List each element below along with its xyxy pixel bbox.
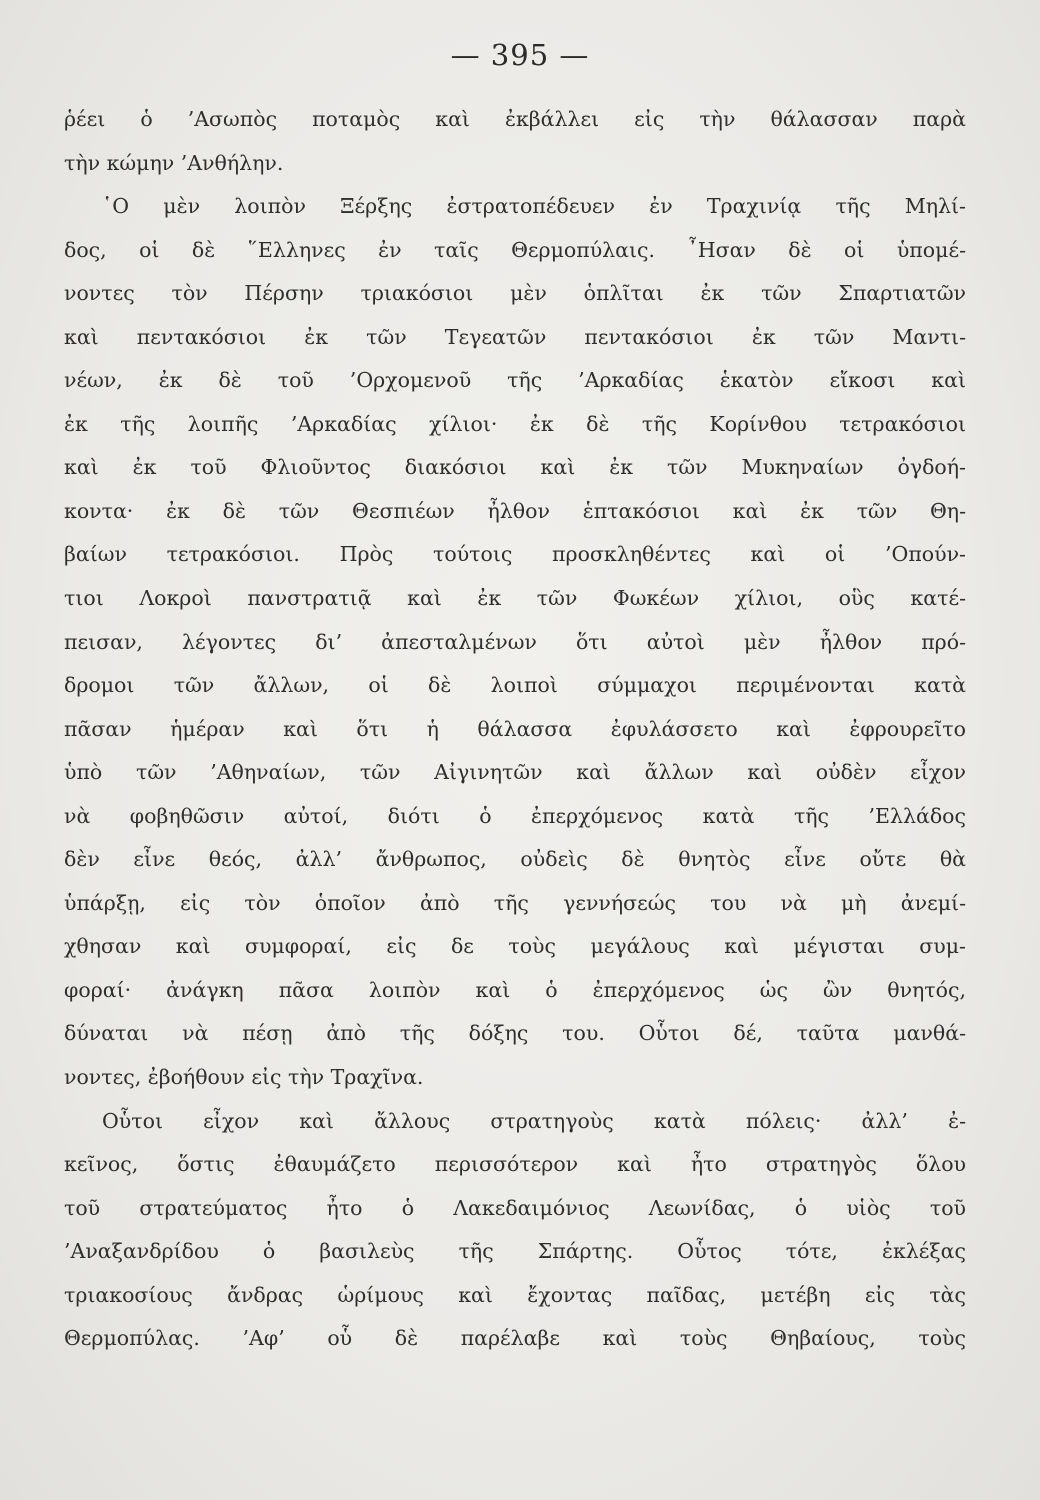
text-line: τοῦ στρατεύματος ἦτο ὁ Λακεδαιμόνιος Λεωνίδας, ὁ υἱὸς τοῦ: [64, 1195, 966, 1220]
text-line: βαίων τετρακόσιοι. Πρὸς τούτοις προσκληθέντες καὶ οἱ ’Οπούν-: [64, 542, 966, 567]
text-line: ’Αναξανδρίδου ὁ βασιλεὺς τῆς Σπάρτης. Οὗτος τότε, ἐκλέξας: [64, 1239, 966, 1264]
text-line: νοντες, ἐβοήθουν εἰς τὴν Τραχῖνα.: [64, 1065, 424, 1090]
text-line: ῥέει ὁ ’Ασωπὸς ποταμὸς καὶ ἐκβάλλει εἰς τὴν θάλασσαν παρὰ: [64, 107, 966, 131]
text-line: τὴν κώμην ’Ανθήλην.: [64, 150, 284, 175]
text-line: πᾶσαν ἡμέραν καὶ ὅτι ἡ θάλασσα ἐφυλάσσετο καὶ ἐφρουρεῖτο: [64, 716, 966, 741]
text-line: Οὗτοι εἶχον καὶ ἄλλους στρατηγοὺς κατὰ πόλεις· ἀλλ’ ἐ-: [102, 1108, 966, 1133]
text-line: ὑπὸ τῶν ’Αθηναίων, τῶν Αἰγινητῶν καὶ ἄλλων καὶ οὐδὲν εἶχον: [64, 760, 966, 785]
text-line: καὶ πεντακόσιοι ἐκ τῶν Τεγεατῶν πεντακόσιοι ἐκ τῶν Μαντι-: [64, 324, 966, 349]
text-line: ὑπάρξῃ, εἰς τὸν ὁποῖον ἀπὸ τῆς γεννήσεώς του νὰ μὴ ἀνεμί-: [64, 890, 966, 915]
text-line: νὰ φοβηθῶσιν αὐτοί, διότι ὁ ἐπερχόμενος κατὰ τῆς ’Ελλάδος: [64, 803, 966, 828]
text-line: ῾Ο μὲν λοιπὸν Ξέρξης ἐστρατοπέδευεν ἐν Τραχινίᾳ τῆς Μηλί-: [102, 194, 966, 219]
text-line: Θερμοπύλας. ’Αφ’ οὗ δὲ παρέλαβε καὶ τοὺς Θηβαίους, τοὺς: [64, 1326, 966, 1351]
text-line: δρομοι τῶν ἄλλων, οἱ δὲ λοιποὶ σύμμαχοι περιμένονται κατὰ: [64, 673, 966, 698]
text-line: δος, οἱ δὲ ῞Ελληνες ἐν ταῖς Θερμοπύλαις. ῏Ησαν δὲ οἱ ὑπομέ-: [64, 237, 966, 262]
text-body: [64, 98, 966, 1361]
page-number: — 395 —: [450, 38, 590, 72]
text-line: κοντα· ἐκ δὲ τῶν Θεσπιέων ἦλθον ἑπτακόσιοι καὶ ἐκ τῶν Θη-: [64, 498, 966, 523]
text-line: ἐκ τῆς λοιπῆς ’Αρκαδίας χίλιοι· ἐκ δὲ τῆς Κορίνθου τετρακόσιοι: [64, 411, 966, 436]
text-line: νοντες τὸν Πέρσην τριακόσιοι μὲν ὁπλῖται ἐκ τῶν Σπαρτιατῶν: [64, 281, 966, 306]
text-line: καὶ ἐκ τοῦ Φλιοῦντος διακόσιοι καὶ ἐκ τῶν Μυκηναίων ὀγδοή-: [64, 455, 966, 480]
text-line: δὲν εἶνε θεός, ἀλλ’ ἄνθρωπος, οὐδεὶς δὲ θνητὸς εἶνε οὔτε θὰ: [64, 847, 966, 872]
text-line: πεισαν, λέγοντες δι’ ἀπεσταλμένων ὅτι αὐτοὶ μὲν ἦλθον πρό-: [64, 629, 966, 654]
text-line: τιοι Λοκροὶ πανστρατιᾷ καὶ ἐκ τῶν Φωκέων χίλιοι, οὓς κατέ-: [64, 586, 966, 611]
text-line: κεῖνος, ὅστις ἐθαυμάζετο περισσότερον καὶ ἦτο στρατηγὸς ὅλου: [64, 1152, 966, 1177]
text-line: χθησαν καὶ συμφοραί, εἰς δε τοὺς μεγάλους καὶ μέγισται συμ-: [64, 934, 966, 959]
text-line: δύναται νὰ πέσῃ ἀπὸ τῆς δόξης του. Οὗτοι δέ, ταῦτα μανθά-: [64, 1021, 966, 1046]
text-line: νέων, ἐκ δὲ τοῦ ’Ορχομενοῦ τῆς ’Αρκαδίας ἑκατὸν εἴκοσι καὶ: [64, 368, 966, 393]
text-line: τριακοσίους ἄνδρας ὡρίμους καὶ ἔχοντας παῖδας, μετέβη εἰς τὰς: [64, 1282, 966, 1307]
text-line: φοραί· ἀνάγκη πᾶσα λοιπὸν καὶ ὁ ἐπερχόμενος ὡς ὢν θνητός,: [64, 977, 966, 1002]
